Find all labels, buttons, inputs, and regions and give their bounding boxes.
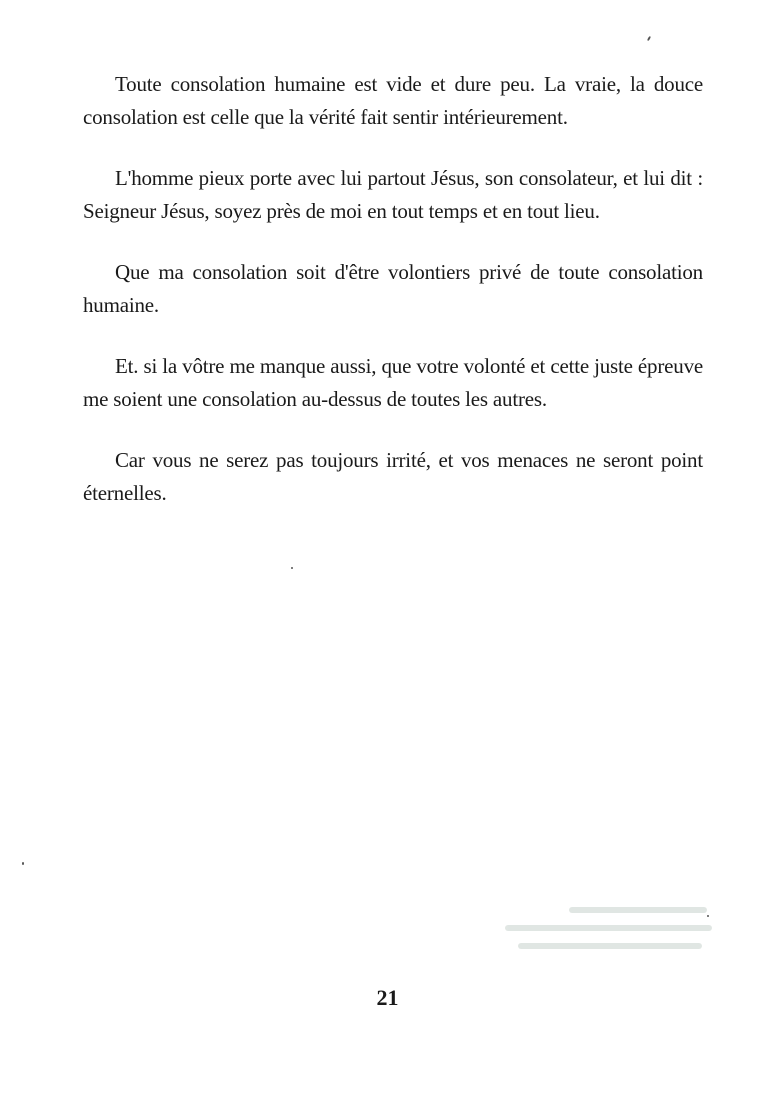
- paragraph-5: Car vous ne serez pas toujours irrité, et vos menaces ne seront point éternelles.: [83, 448, 703, 505]
- dust-speck: [291, 567, 293, 569]
- body-text: [83, 68, 703, 538]
- paragraph-1: Toute consolation humaine est vide et dure peu. La vraie, la douce consolation est celle que la vérité fait sentir intérieurement.: [83, 72, 703, 129]
- paragraph-2: L'homme pieux porte avec lui partout Jésus, son consolateur, et lui dit : Seigneur Jésus, soyez près de moi en tout temps et en tout lieu.: [83, 166, 703, 223]
- dust-speck: [22, 862, 24, 865]
- dust-speck: [707, 915, 709, 917]
- dust-speck: [647, 36, 651, 41]
- paragraph-3: Que ma consolation soit d'être volontiers privé de toute consolation humaine.: [83, 260, 703, 317]
- show-through-smudge: [500, 895, 730, 975]
- paragraph-4: Et. si la vôtre me manque aussi, que votre volonté et cette juste épreuve me soient une consolation au-dessus de toutes les autres.: [83, 354, 703, 411]
- page-number: 21: [376, 985, 399, 1010]
